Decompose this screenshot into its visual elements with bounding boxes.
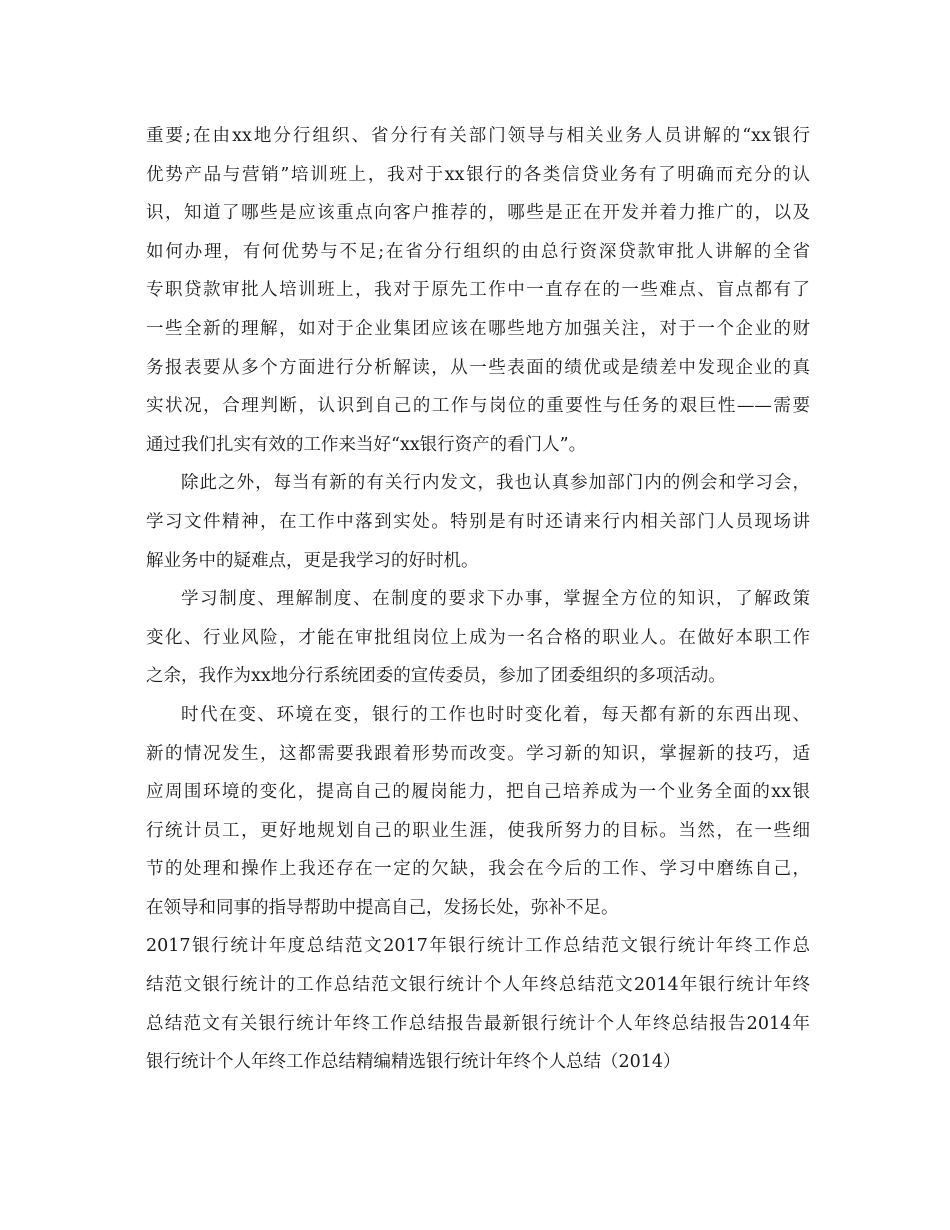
related-articles-line: 银行统计个人年终工作总结精编精选银行统计年终个人总结（2014） <box>146 1052 681 1073</box>
body-line: 实状况，合理判断，认识到自己的工作与岗位的重要性与任务的艰巨性——需要 <box>146 396 810 417</box>
body-line: 应周围环境的变化，提高自己的履岗能力，把自己培养成为一个业务全面的xx银 <box>146 782 810 803</box>
body-line: 之余，我作为xx地分行系统团委的宣传委员，参加了团委组织的多项活动。 <box>146 666 726 687</box>
body-line: 行统计员工，更好地规划自己的职业生涯，使我所努力的目标。当然，在一些细 <box>146 820 810 841</box>
body-line: 重要;在由xx地分行组织、省分行有关部门领导与相关业务人员讲解的“xx银行 <box>146 126 810 146</box>
document-body <box>146 117 810 1082</box>
related-articles-line: 总结范文有关银行统计年终工作总结报告最新银行统计个人年终总结报告2014年 <box>146 1013 810 1034</box>
body-line: 通过我们扎实有效的工作来当好“xx银行资产的看门人”。 <box>146 434 587 455</box>
paragraph-first-line: 学习制度、理解制度、在制度的要求下办事，掌握全方位的知识，了解政策 <box>181 589 810 610</box>
body-line: 变化、行业风险，才能在审批组岗位上成为一名合格的职业人。在做好本职工作 <box>146 627 810 648</box>
body-line: 专职贷款审批人培训班上，我对于原先工作中一直存在的一些难点、盲点都有了 <box>146 280 810 301</box>
body-line: 一些全新的理解，如对于企业集团应该在哪些地方加强关注，对于一个企业的财 <box>146 318 810 339</box>
body-line: 务报表要从多个方面进行分析解读，从一些表面的绩优或是绩差中发现企业的真 <box>146 357 810 378</box>
body-line: 解业务中的疑难点，更是我学习的好时机。 <box>146 550 479 571</box>
body-line: 节的处理和操作上我还存在一定的欠缺，我会在今后的工作、学习中磨练自己， <box>146 859 810 880</box>
body-line: 新的情况发生，这都需要我跟着形势而改变。学习新的知识，掌握新的技巧，适 <box>146 743 810 764</box>
body-line: 识，知道了哪些是应该重点向客户推荐的，哪些是正在开发并着力推广的，以及 <box>146 203 810 224</box>
body-line: 学习文件精神，在工作中落到实处。特别是有时还请来行内相关部门人员现场讲 <box>146 511 810 532</box>
related-articles-line: 结范文银行统计的工作总结范文银行统计个人年终总结范文2014年银行统计年终 <box>146 975 810 996</box>
body-line: 如何办理，有何优势与不足;在省分行组织的由总行资深贷款审批人讲解的全省 <box>146 241 810 262</box>
body-line: 在领导和同事的指导帮助中提高自己，发扬长处，弥补不足。 <box>146 897 619 918</box>
body-line: 优势产品与营销”培训班上，我对于xx银行的各类信贷业务有了明确而充分的认 <box>146 164 810 185</box>
paragraph-first-line: 时代在变、环境在变，银行的工作也时时变化着，每天都有新的东西出现、 <box>181 704 810 725</box>
paragraph-first-line: 除此之外，每当有新的有关行内发文，我也认真参加部门内的例会和学习会， <box>181 473 810 494</box>
related-articles-line: 2017银行统计年度总结范文2017年银行统计工作总结范文银行统计年终工作总 <box>146 936 810 957</box>
